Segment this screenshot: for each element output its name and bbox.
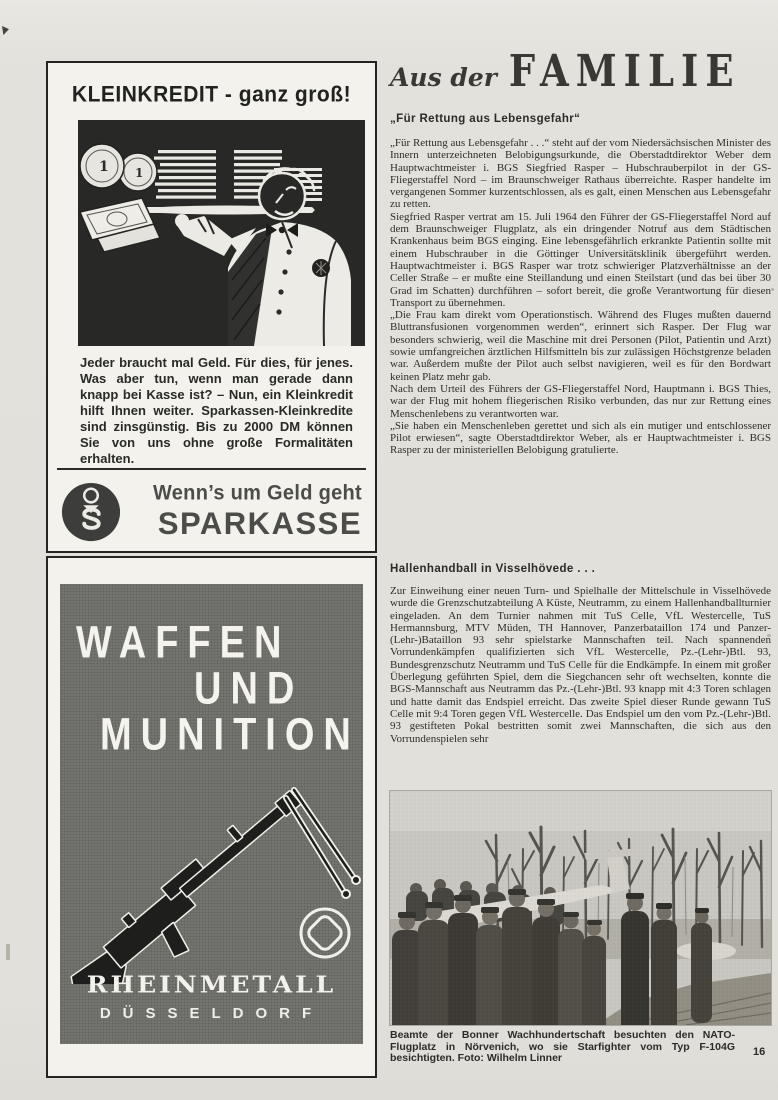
ad-word-waffen: WAFFEN: [76, 618, 291, 669]
scan-artifact-mark: [2, 26, 9, 35]
divider: [57, 468, 366, 470]
ad-copy-text: Jeder braucht mal Geld. Für dies, für jenes. Was aber tun, wenn man gerade dann knapp bei Kasse ist? – Nun, ein Kleinkredit hilft Ihnen weiter. Sparkassen-Kleinkredite sind zinsgünstig. Bis zu 2000 DM können Sie von uns ohne große Formalitäten erhalten.: [80, 355, 353, 466]
sparkasse-slogan: Wenn’s um Geld geht: [152, 481, 362, 505]
article1-body: [390, 137, 771, 457]
halftone-panel: [60, 584, 363, 1044]
sparkasse-banner: [57, 474, 366, 550]
rheinmetall-wordmark: RHEINMETALL: [86, 970, 337, 999]
paragraph: Zur Einweihung einer neuen Turn- und Spielhalle der Mittelschule in Visselhövede wurde die Grenzschutzabteilung A Küste, Neutramm, zu einem Hallenhandballturnier eingeladen. An dem Turnier nahmen mit TuS Celle, VfL Westercelle, TuS Hermannsburg, MTV Müden, TH Hannover, Panzerbataillon 174 und Panzer-(Lehr-)Bataillon 93 sehr spielstarke Mannschaften teil. Nach spannenden Vorrundenkämpfen qualifizierten sich VfL Westercelle, Pz.-(Lehr-)Btl. 93, Bundesgrenzschutz Neutramm und TuS Celle für die Endkämpfe. In einem mit großer Überlegung geführten Spiel, dem die Siegchancen sehr oft wechselten, konnte die BGS-Mannschaft aus Neutramm das Pz.-(Lehr-)Btl. 93 knapp mit 4:3 Toren schlagen und hatte damit das Endspiel erreicht. Das zweite Spiel dieser Runde gewann TuS Celle mit 9:4 Toren gegen VfL Westercelle. Das Endspiel um den vom Pz.-(Lehr-)Btl. 93 gestifteten Pokal bestritten somit zwei Mannschaften, die sich aus den Vorrundenspielen sehr: [390, 585, 771, 745]
rheinmetall-logo-icon: [298, 906, 352, 960]
page-number: 16: [753, 1046, 766, 1058]
article2-title: Hallenhandball in Visselhövede . . .: [390, 563, 596, 575]
article1-title: „Für Rettung aus Lebensgefahr“: [390, 113, 581, 125]
rheinmetall-city: DÜSSELDORF: [99, 1005, 324, 1022]
article2-body: [390, 585, 771, 745]
sparkasse-wordmark: SPARKASSE: [157, 505, 362, 542]
sparkasse-logo-icon: [60, 481, 122, 543]
paragraph: „Sie haben ein Menschenleben gerettet und sich als ein mutiger und entschlossener Pilot erwiesen“, sagte Oberstadtdirektor Weber, als er Hauptwachtmeister i. BGS Rasper zu der ministeriellen Belobigung gratulierte.: [390, 419, 771, 457]
ad-rheinmetall-waffen: [46, 556, 377, 1078]
paragraph: Siegfried Rasper vertrat am 15. Juli 1964 den Führer der GS-Fliegerstaffel Nord auf dem Braunschweiger Flugplatz, als ein dringender Notruf aus dem Städtischen Krankenhaus beim BGS einging. Eine lebensgefährlich erkrankte Patientin sollte mit einem Hubschrauber in die Göttinger Universitätsklinik übergeführt werden. Hauptwachtmeister i. BGS Rasper war trotz schwieriger Platzverhältnisse an der Celler Straße – er mußte eine Steillandung und einen Steilstart (und das bei über 30 Grad im Schatten) durchführen – sofort bereit, die große Verantwortung für diesen Transport zu übernehmen.: [390, 210, 771, 309]
masthead-title: FAMILIE: [508, 44, 741, 97]
ad-sparkasse-kleinkredit: [46, 61, 377, 553]
ad-word-und: UND: [194, 664, 304, 715]
ad-word-munition: MUNITION: [100, 710, 360, 761]
waiter-with-money-illustration: [78, 120, 365, 346]
soldiers-starfighter-photo: [390, 791, 771, 1025]
scan-artifact-mark: [771, 288, 774, 291]
section-masthead: [390, 44, 741, 97]
ad-headline: KLEINKREDIT - ganz groß!: [71, 82, 352, 107]
paragraph: „Die Frau kam direkt vom Operationstisch. Während des Fluges mußten dauernd Bluttransfusionen vorgenommen werden“, erinnert sich Rasper. Der Flug war besonders schwierig, weil die Maschine mit drei Personen (Pilot, Patientin und Arzt) sowie umfangreichen ärztlichen Hilfsmitteln bis zur zulässigen Höchstgrenze beladen war. Außerdem mußte der Pilot auch selbst navigieren, weil es für den Bordwart keinen Platz mehr gab.: [390, 309, 771, 383]
svg-text:1: 1: [135, 166, 144, 180]
masthead-prefix: Aus der: [390, 63, 497, 92]
scan-artifact-mark: [6, 944, 10, 960]
svg-text:1: 1: [99, 159, 109, 175]
paragraph: „Für Rettung aus Lebensgefahr . . .“ steht auf der vom Niedersächsischen Minister des Innern unterzeichneten Belobigungsurkunde, die Oberstadtdirektor Weber dem Hauptwachtmeister i. BGS Siegfried Rasper – Hubschrauberpilot in der GS-Fliegerstaffel Nord – im Braunschweiger Rathaus überreichte. Rasper handelte im vergangenen Sommer kurzentschlossen, als es galt, einen Menschen aus Lebensgefahr zu retten.: [390, 137, 771, 211]
paragraph: Nach dem Urteil des Führers der GS-Fliegerstaffel Nord, Hauptmann i. BGS Thies, war der Flug mit hohem fliegerischen Risiko verbunden, das nur zur Rettung eines Menschenlebens zu verantworten war.: [390, 382, 771, 420]
photo-caption: Beamte der Bonner Wachhundertschaft besuchten den NATO-Flugplatz in Nörvenich, wo sie Starfighter vom Typ F-104G besichtigten. Foto: Wilhelm Linner: [390, 1029, 735, 1064]
